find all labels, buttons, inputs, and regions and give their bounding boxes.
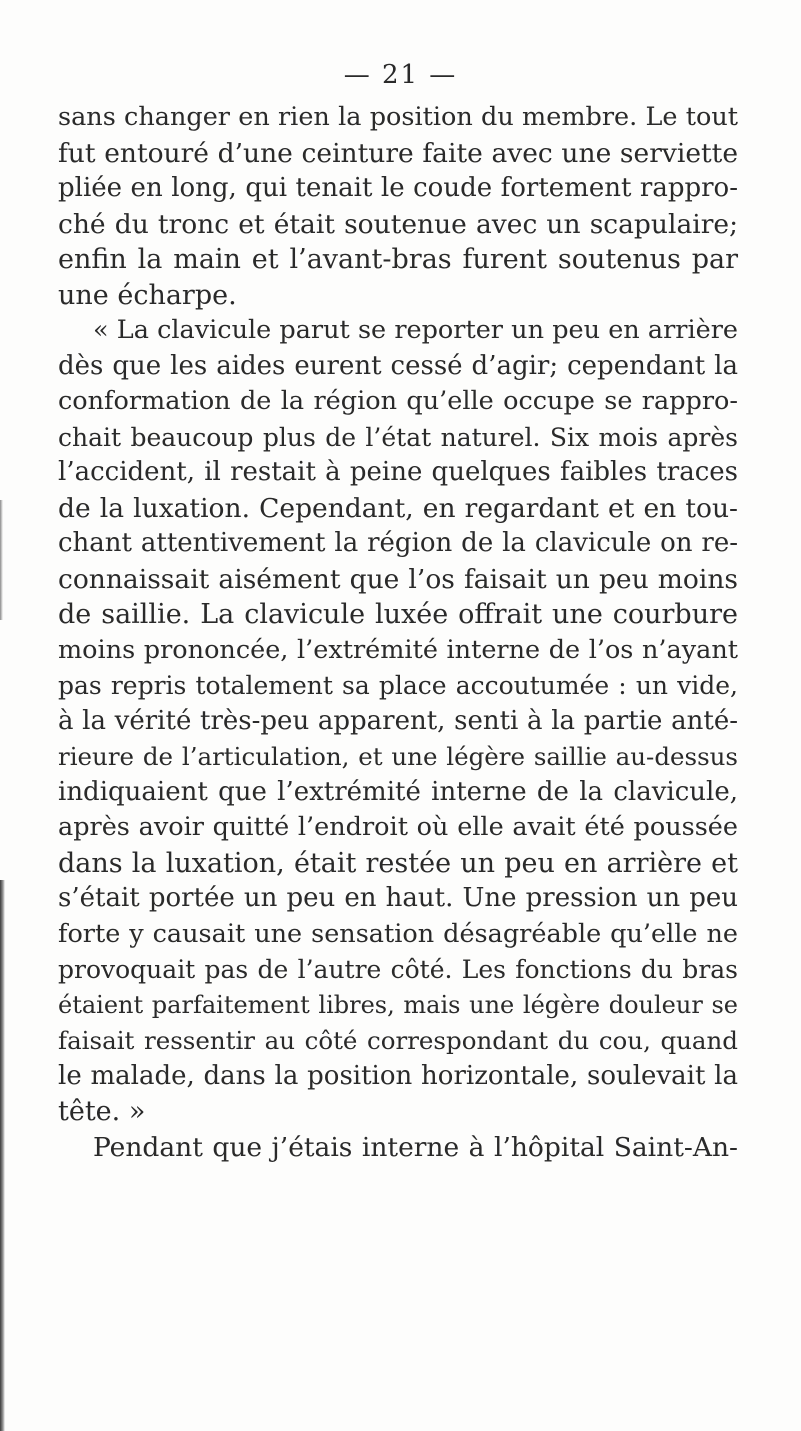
page-edge-shadow bbox=[0, 880, 5, 1431]
text-line: l’accident, il restait à peine quelques faibles traces bbox=[58, 457, 738, 487]
page-number: — 21 — bbox=[343, 60, 458, 90]
text-line: tête. » bbox=[58, 1096, 146, 1127]
text-line: enfin la main et l’avant-bras furent soutenus par bbox=[58, 244, 738, 275]
text-line: s’était portée un peu en haut. Une pression un peu bbox=[58, 883, 738, 913]
text-line: conformation de la région qu’elle occupe se rappro- bbox=[58, 386, 738, 416]
text-line: connaissait aisément que l’os faisait un peu moins bbox=[58, 563, 738, 595]
text-line: rieure de l’articulation, et une légère saillie au-dessus bbox=[58, 742, 738, 771]
text-line: de la luxation. Cependant, en regardant et en tou- bbox=[58, 492, 738, 524]
text-line: « La clavicule parut se reporter un peu en arrière bbox=[93, 315, 738, 345]
text-line: après avoir quitté l’endroit où elle avait été poussée bbox=[58, 812, 738, 842]
text-line: dans la luxation, était restée un peu en arrière et bbox=[58, 847, 738, 879]
text-line: le malade, dans la position horizontale, soulevait la bbox=[58, 1060, 738, 1091]
text-line: Pendant que j’étais interne à l’hôpital Saint-An- bbox=[93, 1131, 738, 1163]
text-line: de saillie. La clavicule luxée offrait une courbure bbox=[58, 599, 738, 630]
text-line: provoquait pas de l’autre côté. Les fonctions du bras bbox=[58, 955, 738, 984]
text-line: étaient parfaitement libres, mais une légère douleur se bbox=[58, 990, 738, 1019]
page-edge-shadow bbox=[0, 500, 3, 620]
text-line: sans changer en rien la position du membre. Le tout bbox=[58, 102, 738, 132]
text-line: forte y causait une sensation désagréable qu’elle ne bbox=[58, 918, 738, 949]
body-text bbox=[58, 100, 738, 1165]
text-line: une écharpe. bbox=[58, 279, 237, 311]
text-line: pliée en long, qui tenait le coude fortement rappro- bbox=[58, 173, 738, 203]
text-line: chait beaucoup plus de l’état naturel. Six mois après bbox=[58, 422, 738, 452]
text-line: à la vérité très-peu apparent, senti à la partie anté- bbox=[58, 705, 738, 736]
text-line: fut entouré d’une ceinture faite avec une serviette bbox=[58, 137, 738, 169]
text-line: dès que les aides eurent cessé d’agir; cependant la bbox=[58, 350, 738, 381]
text-line: moins prononcée, l’extrémité interne de l’os n’ayant bbox=[58, 634, 738, 665]
text-line: chant attentivement la région de la clavicule on re- bbox=[58, 528, 738, 558]
text-line: pas repris totalement sa place accoutumée : un vide, bbox=[58, 671, 738, 700]
text-line: ché du tronc et était soutenue avec un scapulaire; bbox=[58, 208, 738, 240]
text-line: faisait ressentir au côté correspondant du cou, quand bbox=[58, 1026, 738, 1055]
text-line: indiquaient que l’extrémité interne de la clavicule, bbox=[58, 776, 738, 807]
